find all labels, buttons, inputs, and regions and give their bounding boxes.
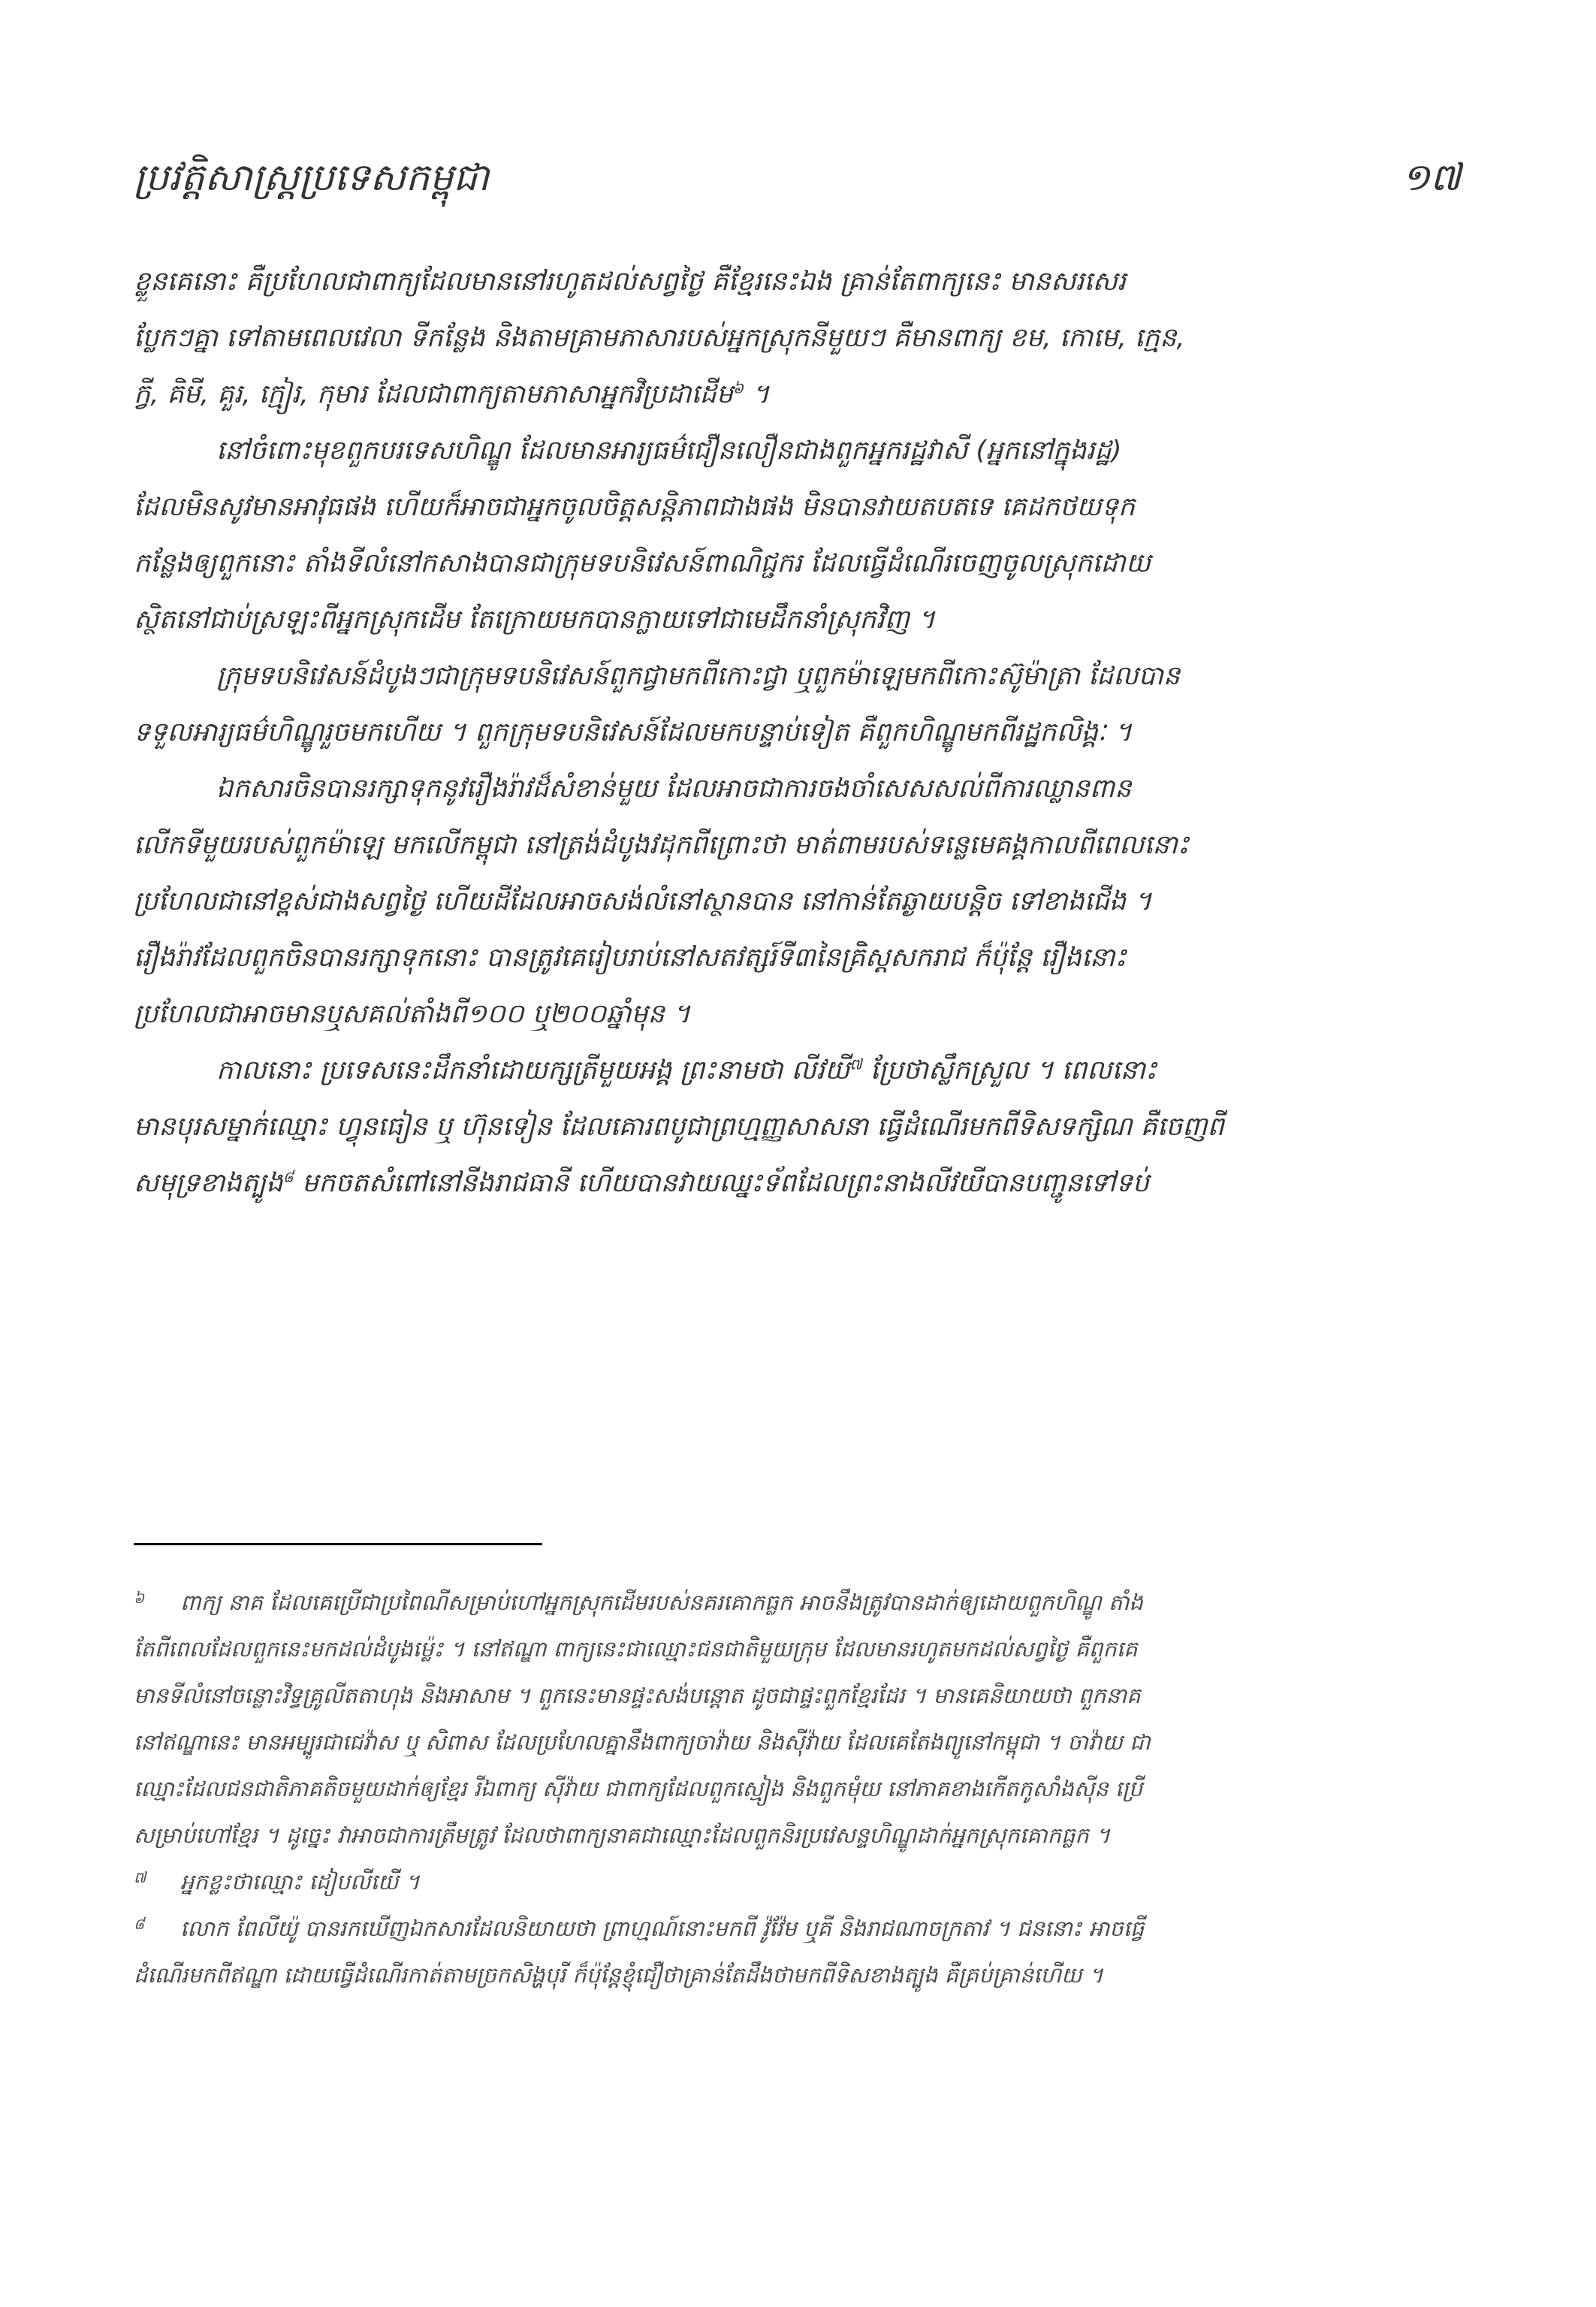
- body-text: [134, 254, 1463, 1212]
- footnote-marker: ៧: [134, 1868, 146, 1886]
- text-span: មកចតសំពៅនៅនីងរាជធានី ហើយបានវាយឈ្នះទ័ពដែលព្រះនាងលីវយីបានបញ្ជូនទៅទប់: [293, 1168, 1150, 1198]
- paragraph-3: [134, 648, 1463, 761]
- footnote-line: ពាក្យ នាគ ដែលគេប្រើជាប្រពៃណីសម្រាប់ហៅអ្នកស្រុកដើមរបស់នគរគោកធ្លក អាចនឹងត្រូវបានដាក់ឲ្យដោយពួកហិណ្ឌូ តាំង: [180, 1590, 1143, 1615]
- footnote-6: [134, 1579, 1463, 1859]
- text-line: [134, 1043, 1463, 1099]
- text-line: ខ្លួនគេនោះ គឺប្រហែលជាពាក្យដែលមាននៅរហូតដល់សព្វថ្ងៃ គឺខ្មែរនេះឯង គ្រាន់តែពាក្យនេះ មានសរសេរ: [134, 267, 1126, 297]
- footnote-line: ដំណើរមកពីឥណ្ឌា ដោយធ្វើដំណើរកាត់តាមច្រកសិង្ហបុរី ក៏ប៉ុន្តែខ្ញុំជឿថាគ្រាន់តែដឹងថាមកពីទិសខាងត្បូង គឺគ្រប់គ្រាន់ហើយ ។: [134, 1962, 1103, 1988]
- text-line: នៅចំពោះមុខពួកបរទេសហិណ្ឌូ ដែលមានអារ្យធម៌ជឿនលឿនជាងពួកអ្នករដ្ឋវាសី (អ្នកនៅក្នុងរដ្ឋ): [216, 436, 1122, 466]
- text-line: លើកទីមួយរបស់ពួកម៉ាឡេ មកលើកម្ពុជា នៅត្រង់ដំបូងវដុកពីព្រោះថា មាត់ពាមរបស់ទន្លេមេគង្គកាលពីពេលនោះ: [134, 830, 1190, 860]
- text-line: ប្លែកៗគ្នា ទៅតាមពេលវេលា ទីកន្លែង និងតាមគ្រាមភាសារបស់អ្នកស្រុកនីមួយៗ គឺមានពាក្យ ខម, កោមេ, ក្មេន,: [134, 323, 1185, 353]
- footnote-line: លោក ពែលីយ៉ូ បានរកឃើញឯកសារដែលនិយាយថា ព្រាហ្មណ៍នោះមកពី វ៉ូវ៉ែម ឬគី និងរាជណាចក្រតាវ ។ ជននោះ អាចធ្វើ: [180, 1916, 1145, 1941]
- footnote-7: [134, 1859, 1463, 1905]
- paragraph-5: [134, 1043, 1463, 1212]
- footnote-ref-8[interactable]: ៨: [282, 1167, 294, 1186]
- text-span: កាលនោះ ប្រទេសនេះដឹកនាំដោយក្សត្រីមួយអង្គ ព្រះនាមថា លីវយី: [216, 1055, 850, 1086]
- footnote-ref-6[interactable]: ៦: [732, 379, 744, 397]
- text-span: ។: [744, 379, 770, 409]
- footnote-8: [134, 1905, 1463, 1998]
- footnote-line: ឈ្មោះដែលជនជាតិភាគតិចមួយដាក់ឲ្យខ្មែរ រីឯពាក្យ ស៊ីវ៉ាយ ជាពាក្យដែលពួកស្មៀង និងពួកមុំយ នៅភាគខាងកើតកូសាំងស៊ីន ប្រើ: [134, 1776, 1143, 1801]
- footnote-line: មានទីលំនៅចន្លោះវិទ្ធគ្រូលីតតាហុង និងអាសាម ។ ពួកនេះមានផ្ទះសង់បន្តោត ដូចជាផ្ទះពួកខ្មែរដែរ ។ មានគេនិយាយថា ពួកនាគ: [134, 1683, 1141, 1708]
- text-line: ដែលមិនសូវមានអាវុធផង ហើយក៏អាចជាអ្នកចូលចិត្តសន្តិភាពជាងផង មិនបានវាយតបតទេ គេដកថយទុក: [134, 492, 1136, 522]
- text-line: រឿងរ៉ាវដែលពួកចិនបានរក្សាទុកនោះ បានត្រូវគេរៀបរាប់នៅសតវត្សរ៍ទី៣នៃគ្រិស្តសករាជ ក៏ប៉ុន្តែ រឿងនោះ: [134, 943, 1127, 973]
- text-span: ប្រែថាស្លឹកស្រួល ។ ពេលនោះ: [861, 1055, 1157, 1086]
- text-line: ប្រហែលជានៅខ្ពស់ជាងសព្វថ្ងៃ ហើយដីដែលអាចសង់លំនៅស្ថានបាន នៅកាន់តែឆ្ងាយបន្តិច ទៅខាងជើង ។: [134, 886, 1152, 916]
- text-line: [134, 367, 1463, 423]
- text-line: ក្រុមទបនិវេសន៍ដំបូងៗជាក្រុមទបនិវេសន៍ពួកជ្វាមកពីកោះជ្វា ឬពួកម៉ាឡេមកពីកោះស៊ូម៉ាត្រា ដែលបាន: [216, 661, 1181, 691]
- text-line: កន្លែងឲ្យពួកនោះ តាំងទីលំនៅកសាងបានជាក្រុមទបនិវេសន៍ពាណិជ្ជករ ដែលធ្វើដំណើរចេញចូលស្រុកដោយ: [134, 548, 1151, 578]
- text-line: ស្ថិតនៅជាប់ស្រឡះពីអ្នកស្រុកដើម តែក្រោយមកបានក្លាយទៅជាមេដឹកនាំស្រុកវិញ ។: [134, 605, 936, 635]
- text-line: ទទួលអារ្យធម៌ហិណ្ឌូរួចមកហើយ ។ ពួកក្រុមទបនិវេសន៍ដែលមកបន្ទាប់ទៀត គឺពួកហិណ្ឌូមកពីរដ្ឋកលិង្គៈ ។: [134, 717, 1132, 747]
- text-span: ក្វី, គិមី, គួរ, ក្មៀរ, កុមារ ដែលជាពាក្យតាមភាសាអ្នកវិប្រដាដើម: [134, 379, 733, 409]
- footnote-marker: ៦: [134, 1589, 145, 1607]
- footnote-line: នៅឥណ្ឌានេះ មានអម្បូរជាជេវ៉ាស ឬ សិពាស ដែលប្រហែលគ្នានឹងពាក្យចាវ៉ាយ និងស៊ីវ៉ាយ ដែលគេតែងព្យូនៅកម្ពុជា ។ ចាវ៉ាយ ជា: [134, 1729, 1151, 1755]
- text-line: មានបុរសម្នាក់ឈ្មោះ ហ្វុនធៀន ឬ ហ៊ុនទៀន ដែលគោរពបូជាព្រហ្មញ្ញសាសនា ធ្វើដំណើរមកពីទិសទក្សិណ គឺចេញពី: [134, 1112, 1224, 1142]
- footnote-line: សម្រាប់ហៅខ្មែរ ។ ដូច្នេះ វាអាចជាការត្រឹមត្រូវ ដែលថាពាក្យនាគជាឈ្មោះដែលពួកនិរប្រវេសន្ទហិណ្ឌូដាក់អ្នកស្រុកគោកធ្លក ។: [134, 1822, 1111, 1848]
- footnote-line: អ្នកខ្លះថាឈ្មោះ ដៀបលីយើ ។: [180, 1869, 420, 1895]
- text-line: ឯកសារចិនបានរក្សាទុកនូវរឿងរ៉ាវដ៏សំខាន់មួយ ដែលអាចជាការចងចាំសេសសល់ពីការឈ្លានពាន: [216, 774, 1132, 804]
- paragraph-1: [134, 254, 1463, 423]
- text-line: [134, 1155, 1463, 1212]
- footnote-ref-7[interactable]: ៧: [849, 1055, 862, 1073]
- page-number: ១៧: [1401, 156, 1461, 199]
- text-span: សមុទ្រខាងត្បូង: [134, 1168, 283, 1198]
- paragraph-4: [134, 761, 1463, 1043]
- running-title: ប្រវត្តិសាស្ត្រប្រទេសកម្ពុជា: [134, 156, 490, 199]
- text-line: ប្រហែលជាអាចមានឬសគល់តាំងពី១០០ ឬ២០០ឆ្នាំមុន ។: [134, 999, 691, 1029]
- footnote-line: តែពីពេលដែលពួកនេះមកដល់ដំបូងម្ល៉េះ ។ នៅឥណ្ឌា ពាក្យនេះជាឈ្មោះជនជាតិមួយក្រុម ដែលមានរហូតមកដល់សព្វថ្ងៃ គឺពួកគេ: [134, 1636, 1138, 1662]
- footnote-separator: [134, 1543, 542, 1545]
- paragraph-2: [134, 423, 1463, 648]
- footnotes: [134, 1579, 1463, 1998]
- footnote-marker: ៨: [134, 1915, 145, 1933]
